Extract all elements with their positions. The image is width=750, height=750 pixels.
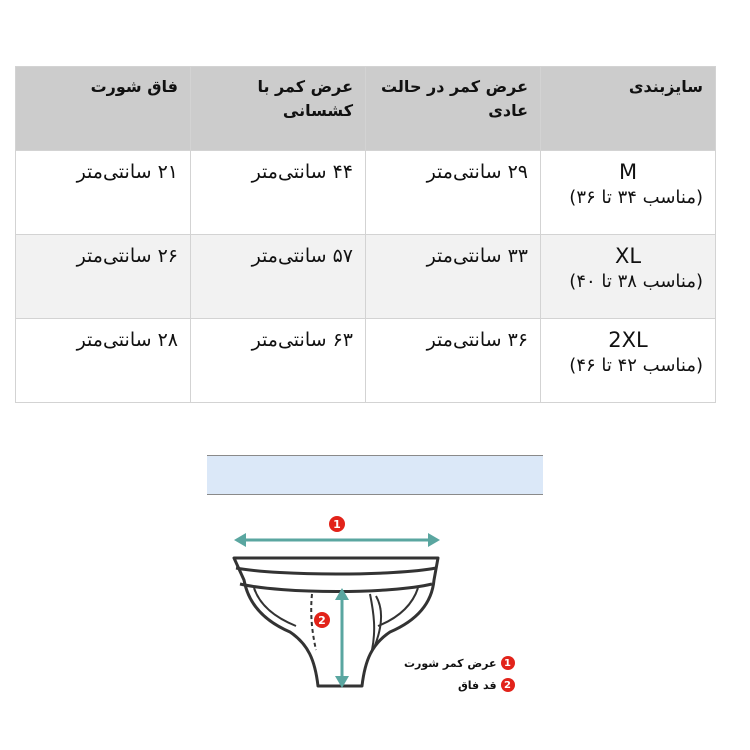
- svg-text:1: 1: [333, 518, 341, 531]
- size-cell: [541, 151, 716, 235]
- waist-normal-cell: ۳۳ سانتی‌متر: [366, 235, 541, 319]
- header-waist-stretch: عرض کمر با کشسانی: [191, 67, 366, 151]
- legend-label: قد فاق: [457, 678, 497, 692]
- table-row: [16, 319, 716, 403]
- size-code: XL: [614, 244, 642, 268]
- svg-text:2: 2: [318, 614, 326, 627]
- header-size: سایزبندی: [541, 67, 716, 151]
- waist-normal-cell: ۳۶ سانتی‌متر: [366, 319, 541, 403]
- legend-item: [404, 674, 515, 696]
- size-code: M: [618, 160, 638, 184]
- rise-cell: ۲۶ سانتی‌متر: [16, 235, 191, 319]
- waist-stretch-cell: ۴۴ سانتی‌متر: [191, 151, 366, 235]
- waist-arrow: [234, 533, 440, 547]
- size-range: (مناسب ۳۸ تا ۴۰): [569, 271, 703, 292]
- legend-label: عرض کمر شورت: [404, 656, 497, 670]
- header-waist-normal: عرض کمر در حالت عادی: [366, 67, 541, 151]
- waist-stretch-cell: ۵۷ سانتی‌متر: [191, 235, 366, 319]
- marker-2: [314, 612, 330, 628]
- header-rise: فاق شورت: [16, 67, 191, 151]
- rise-cell: ۲۱ سانتی‌متر: [16, 151, 191, 235]
- size-range: (مناسب ۴۲ تا ۴۶): [569, 355, 703, 376]
- legend-item: [404, 652, 515, 674]
- waist-normal-cell: ۲۹ سانتی‌متر: [366, 151, 541, 235]
- color-swatch-bar: [207, 455, 543, 495]
- legend-marker: 1: [501, 656, 515, 670]
- waist-stretch-cell: ۶۳ سانتی‌متر: [191, 319, 366, 403]
- size-table: [15, 66, 716, 403]
- size-cell: [541, 319, 716, 403]
- size-code: 2XL: [608, 328, 648, 352]
- rise-cell: ۲۸ سانتی‌متر: [16, 319, 191, 403]
- size-cell: [541, 235, 716, 319]
- size-range: (مناسب ۳۴ تا ۳۶): [569, 187, 703, 208]
- diagram-legend: [404, 652, 515, 696]
- table-header-row: [16, 67, 716, 151]
- table-row: [16, 151, 716, 235]
- legend-marker: 2: [501, 678, 515, 692]
- table-row: [16, 235, 716, 319]
- marker-1: [329, 516, 345, 532]
